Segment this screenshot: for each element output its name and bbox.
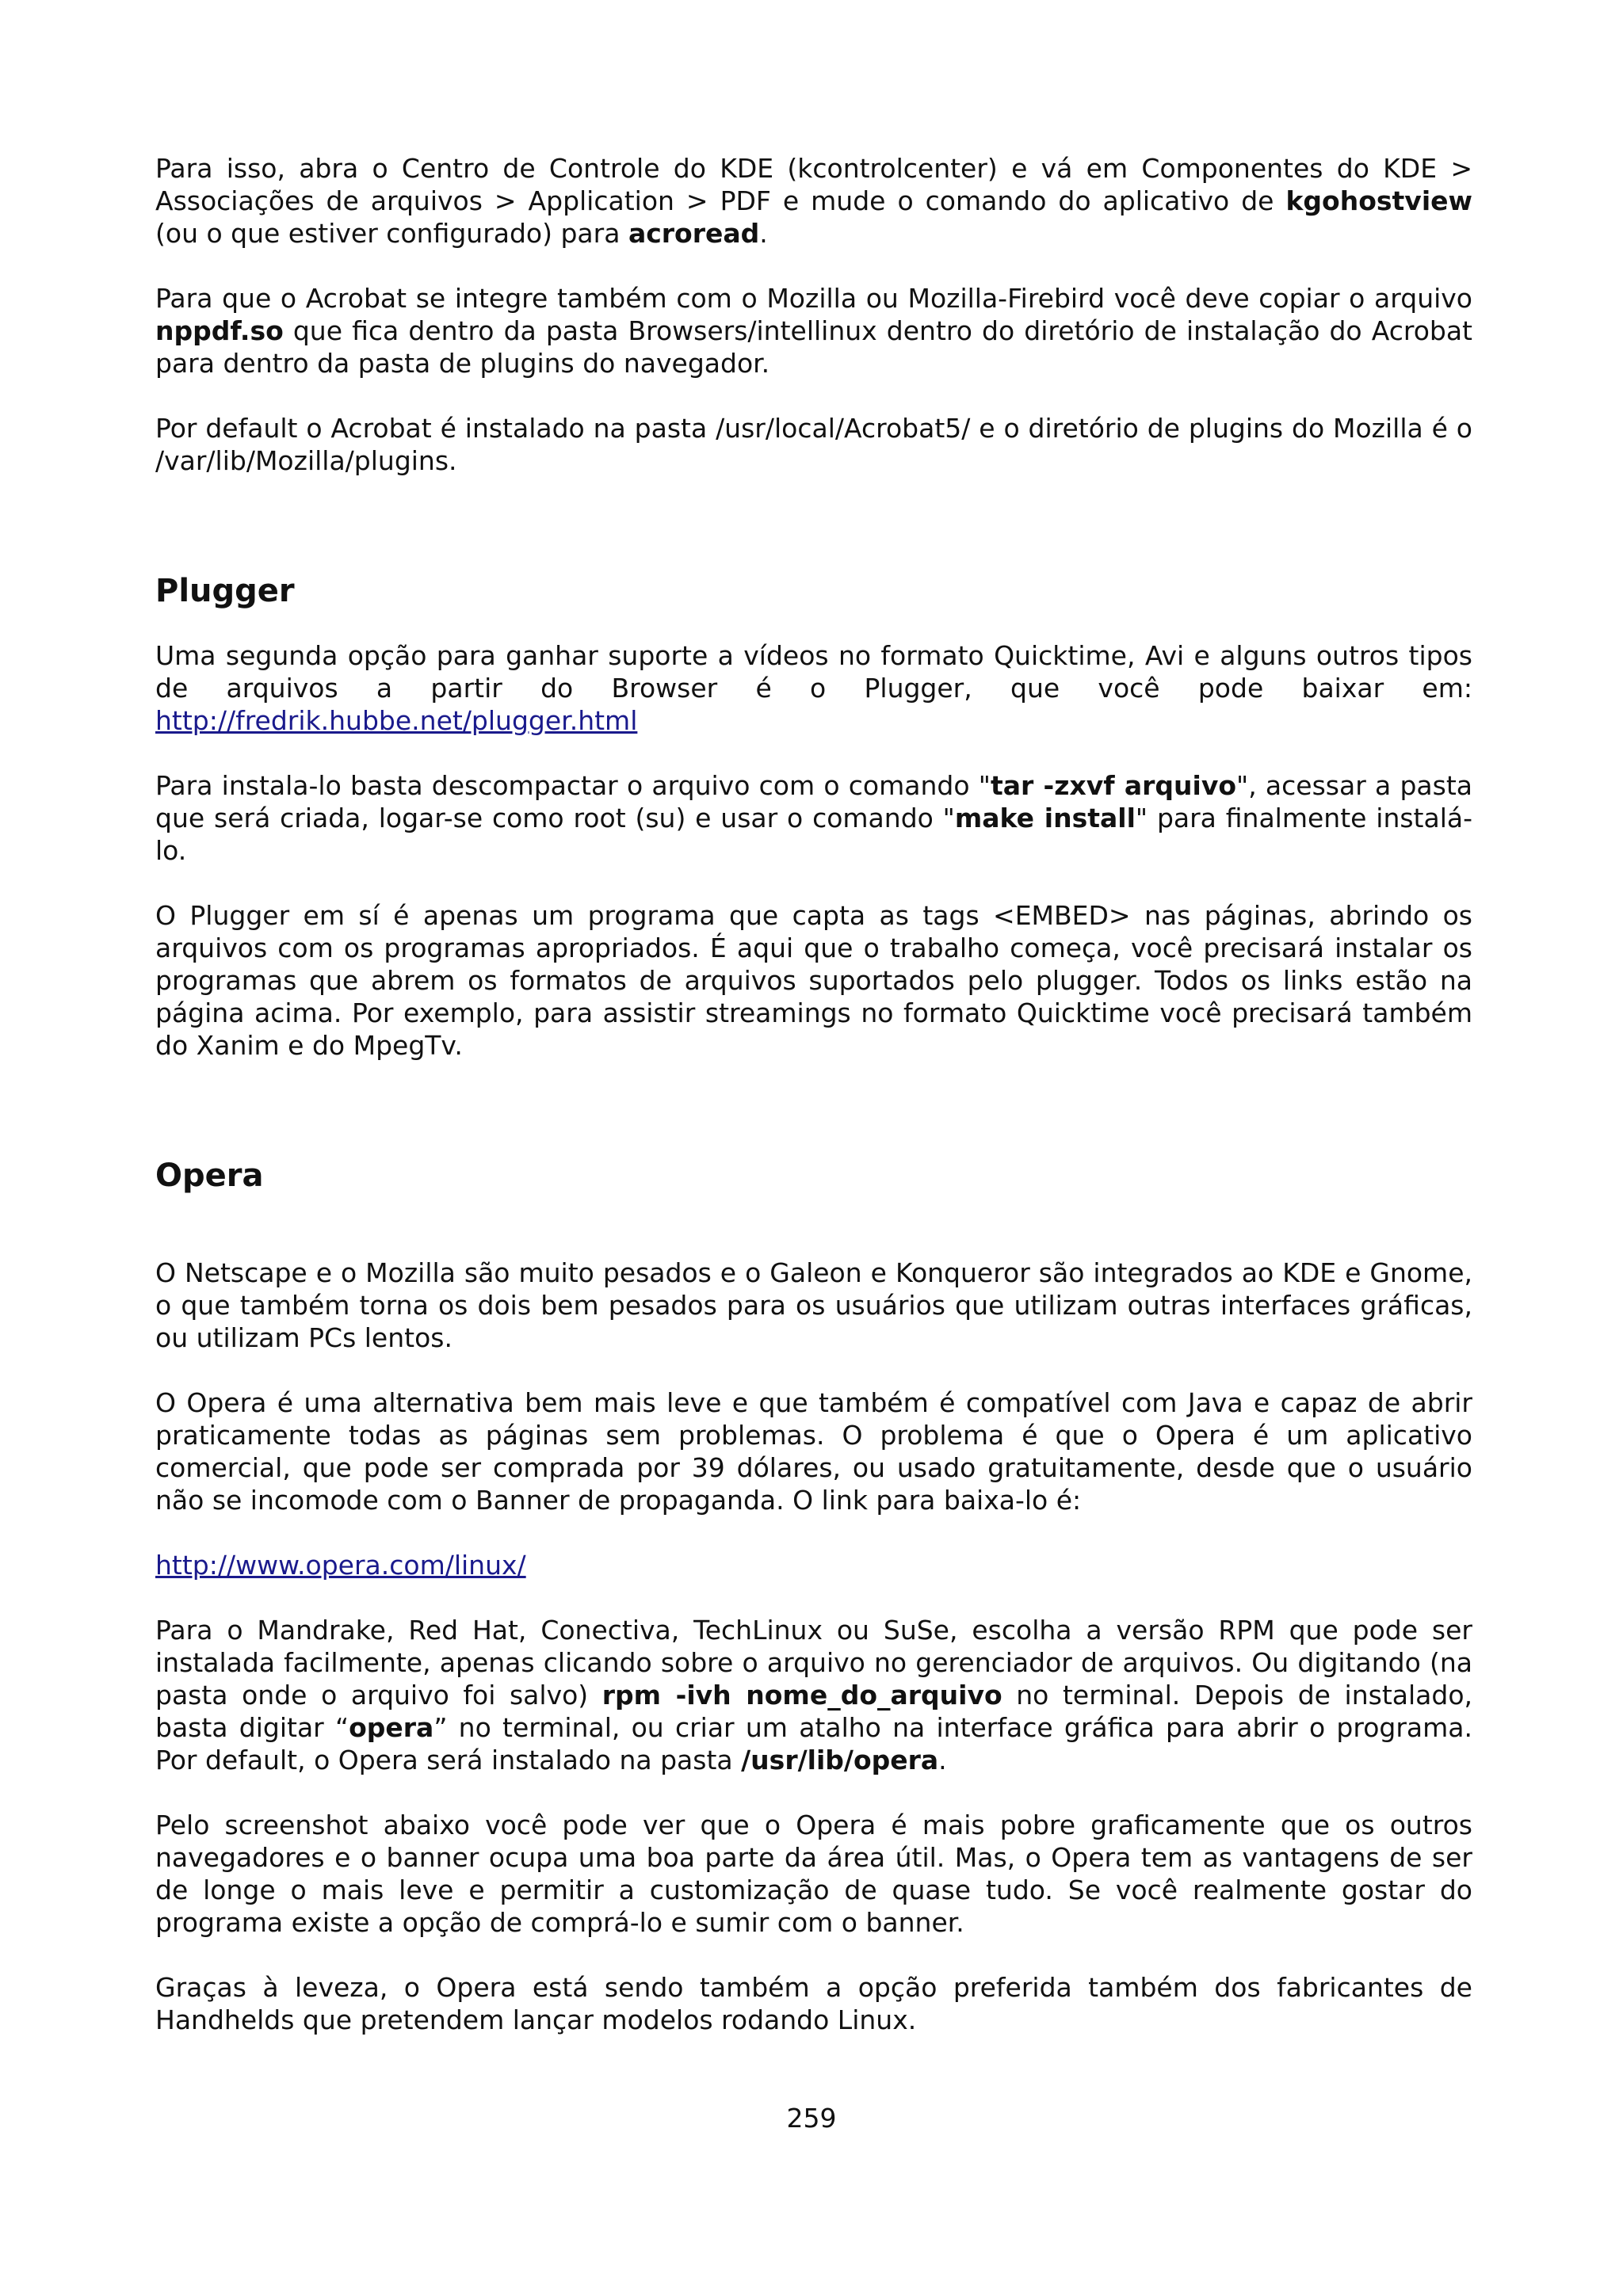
paragraph-plugger-intro: Uma segunda opção para ganhar suporte a vídeos no formato Quicktime, Avi e alguns outros tipos de arquivos a partir do Browser é o Plugger, que você pode baixar em: http://fredrik.hubbe.net/plugger.html — [155, 640, 1472, 736]
paragraph-opera-install: Para o Mandrake, Red Hat, Conectiva, TechLinux ou SuSe, escolha a versão RPM que pode ser instalada facilmente, apenas clicando sobre o arquivo no gerenciador de arquivos. Ou digitando (na pasta onde o arquivo foi salvo) rpm -ivh nome_do_arquivo no terminal. Depois de instalado, basta digitar “opera” no terminal, ou criar um atalho na interface gráfica para abrir o programa. Por default, o Opera será instalado na pasta /usr/lib/opera. — [155, 1615, 1473, 1775]
bold-opera-command: opera — [349, 1712, 434, 1743]
paragraph-kde-association: Para isso, abra o Centro de Controle do KDE (kcontrolcenter) e vá em Componentes do KDE > Associações de arquivos > Application > PDF e mude o comando do aplicativo de kgohostview (ou o que estiver configurado) para acroread. — [155, 153, 1472, 249]
paragraph-acrobat-default-path: Por default o Acrobat é instalado na pasta /usr/local/Acrobat5/ e o diretório de plugins do Mozilla é o /var/lib/Mozilla/plugins. — [155, 413, 1472, 476]
paragraph-plugger-embed: O Plugger em sí é apenas um programa que capta as tags <EMBED> nas páginas, abrindo os arquivos com os programas apropriados. É aqui que o trabalho começa, você precisará instalar os programas que abrem os formatos de arquivos suportados pelo plugger. Todos os links estão na página acima. Por exemplo, para assistir streamings no formato Quicktime você precisará também do Xanim e do MpegTv. — [155, 900, 1472, 1061]
paragraph-opera-alternative: O Opera é uma alternativa bem mais leve e que também é compatível com Java e capaz de abrir praticamente todas as páginas sem problemas. O problema é que o Opera é um aplicativo comercial, que pode ser comprada por 39 dólares, ou usado gratuitamente, desde que o usuário não se incomode com o Banner de propaganda. O link para baixa-lo é: — [155, 1387, 1472, 1516]
paragraph-mozilla-plugin: Para que o Acrobat se integre também com o Mozilla ou Mozilla-Firebird você deve copiar o arquivo nppdf.so que fica dentro da pasta Browsers/intellinux dentro do diretório de instalação do Acrobat para dentro da pasta de plugins do navegador. — [155, 283, 1472, 379]
paragraph-opera-browsers-heavy: O Netscape e o Mozilla são muito pesados e o Galeon e Konqueror são integrados ao KDE e Gnome, o que também torna os dois bem pesados para os usuários que utilizam outras interfaces gráficas, ou utilizam PCs lentos. — [155, 1257, 1472, 1353]
opera-link[interactable]: http://www.opera.com/linux/ — [155, 1550, 526, 1581]
bold-tar-command: tar -zxvf arquivo — [990, 770, 1237, 801]
paragraph-opera-link — [155, 1549, 1472, 1581]
paragraph-opera-handhelds: Graças à leveza, o Opera está sendo também a opção preferida também dos fabricantes de Handhelds que pretendem lançar modelos rodando Linux. — [155, 1972, 1472, 2035]
bold-kgohostview: kgohostview — [1285, 185, 1472, 216]
heading-plugger: Plugger — [155, 573, 295, 609]
bold-opera-path: /usr/lib/opera — [741, 1745, 939, 1775]
page-number: 259 — [786, 2103, 837, 2134]
heading-opera: Opera — [155, 1158, 264, 1194]
bold-acroread: acroread — [628, 218, 760, 249]
paragraph-opera-screenshot: Pelo screenshot abaixo você pode ver que o Opera é mais pobre graficamente que os outros navegadores e o banner ocupa uma boa parte da área útil. Mas, o Opera tem as vantagens de ser de longe o mais leve e permitir a customização de quase tudo. Se você realmente gostar do programa existe a opção de comprá-lo e sumir com o banner. — [155, 1810, 1472, 1938]
plugger-link[interactable]: http://fredrik.hubbe.net/plugger.html — [155, 705, 638, 736]
paragraph-plugger-install: Para instala-lo basta descompactar o arquivo com o comando "tar -zxvf arquivo", acessar a pasta que será criada, logar-se como root (su) e usar o comando "make install" para finalmente instalá-lo. — [155, 770, 1473, 866]
bold-rpm-command: rpm -ivh nome_do_arquivo — [601, 1680, 1002, 1711]
bold-nppdf: nppdf.so — [155, 315, 284, 346]
bold-make-install: make install — [954, 803, 1136, 833]
